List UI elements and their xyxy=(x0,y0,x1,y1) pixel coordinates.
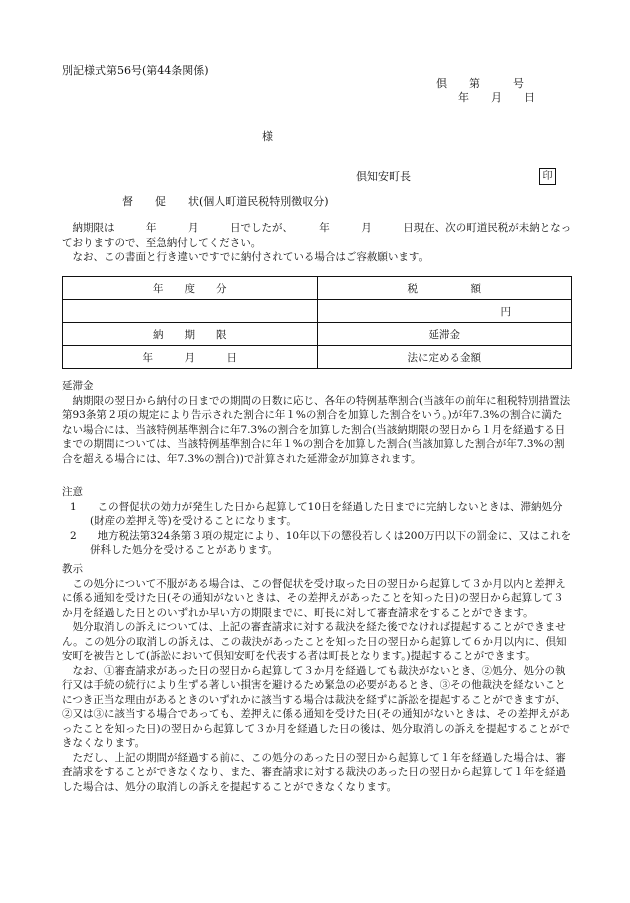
tax-amount-table xyxy=(62,276,572,369)
instruction-paragraph: ただし、上記の期間が経過する前に、この処分のあった日の翌日から起算して１年を経過した場合は、審査請求をすることができなくなり、また、審査請求に対する裁決のあった日の翌日から起算して１年を経過した場合は、処分の取消しの訴えを提起することができなくなります。 xyxy=(62,751,566,793)
instruction-paragraph: この処分について不服がある場合は、この督促状を受け取った日の翌日から起算して３か月以内と差押えに係る通知を受けた日(その通知がないときは、その差押えがあったことを知った日)の翌日から起算して３か月を経過した日とのいずれか早い方の期限までに、町長に対して審査請求をすることができます。 xyxy=(62,577,566,619)
instruction-heading: 教示 xyxy=(62,563,83,575)
notes-section xyxy=(62,485,572,558)
due-date-cell: 年 月 日 xyxy=(63,346,318,369)
form-label: 別記様式第56号(第44条関係) xyxy=(62,64,209,77)
late-fee-heading: 延滞金 xyxy=(62,380,94,392)
tax-amount-cell: 円 xyxy=(317,300,572,323)
late-fee-header: 延滞金 xyxy=(317,323,572,346)
intro-line-1: 納期限は 年 月 日でしたが、 年 月 日現在、次の町道民税が未納となっておりますので、至急納付してください。 xyxy=(62,222,572,249)
instruction-section xyxy=(62,562,572,794)
fiscal-year-cell xyxy=(63,300,318,323)
notes-heading: 注意 xyxy=(62,486,83,498)
late-fee-body: 納期限の翌日から納付の日までの期間の日数に応じ、各年の特例基準割合(当該年の前年に租税特別措置法第93条第２項の規定により告示された割合に年１%の割合を加算した割合をいう。)が年7.3%の割合に満たない場合には、当該特例基準割合に年7.3%の割合を加算した割合(当該納期限の翌日から１月を経過する日までの期間については、当該特例基準割合に年１%の割合を加算した割合(当該加算した割合が年7.3%の割合を超える場合には、年7.3%の割合))で計算された延滞金が加算されます。 xyxy=(62,394,571,465)
tax-amount-header: 税 額 xyxy=(317,277,572,300)
note-item-2: 2 地方税法第324条第３項の規定により、10年以下の懲役若しくは200万円以下の罰金に、又はこれを併科した処分を受けることがあります。 xyxy=(70,529,572,556)
instruction-paragraph: 処分取消しの訴えについては、上記の審査請求に対する裁決を経た後でなければ提起することができません。この処分の取消しの訴えは、この裁決があったことを知った日の翌日から起算して６か月以内に、倶知安町を被告として(訴訟において倶知安町を代表する者は町長となります。)提起することができます。 xyxy=(62,621,567,662)
late-fee-cell: 法に定める金額 xyxy=(317,346,572,369)
fiscal-year-header: 年 度 分 xyxy=(63,277,318,300)
document-number: 倶 第 号 xyxy=(436,77,524,90)
instruction-paragraph: なお、①審査請求があった日の翌日から起算して３か月を経過しても裁決がないとき、②処分、処分の執行又は手続の続行により生ずる著しい損害を避けるため緊急の必要があるとき、③その他裁決を経ないことにつき正当な理由があるときのいずれかに該当する場合は裁決を経ずに訴訟を提起することができますが、②又は③に該当する場合であっても、差押えに係る通知を受けた日(その通知がないときは、その差押えがあったことを知った日)の翌日から起算して３か月を経過した日の後は、処分取消しの訴えを提起することができなくなります。 xyxy=(62,664,571,749)
issuer-name: 倶知安町長 xyxy=(356,170,411,183)
intro-block xyxy=(62,221,572,265)
issue-date: 年 月 日 xyxy=(458,91,535,104)
note-item-1: 1 この督促状の効力が発生した日から起算して10日を経過した日までに完納しないときは、滞納処分(財産の差押え等)を受けることになります。 xyxy=(70,500,563,527)
intro-line-2: なお、この書面と行き違いですでに納付されている場合はご容赦願います。 xyxy=(72,251,429,263)
seal-mark: 印 xyxy=(539,168,556,185)
late-fee-section xyxy=(62,379,572,466)
due-date-header: 納 期 限 xyxy=(63,323,318,346)
recipient-honorific: 様 xyxy=(262,130,273,143)
document-title: 督 促 状(個人町道民税特別徴収分) xyxy=(122,195,329,208)
